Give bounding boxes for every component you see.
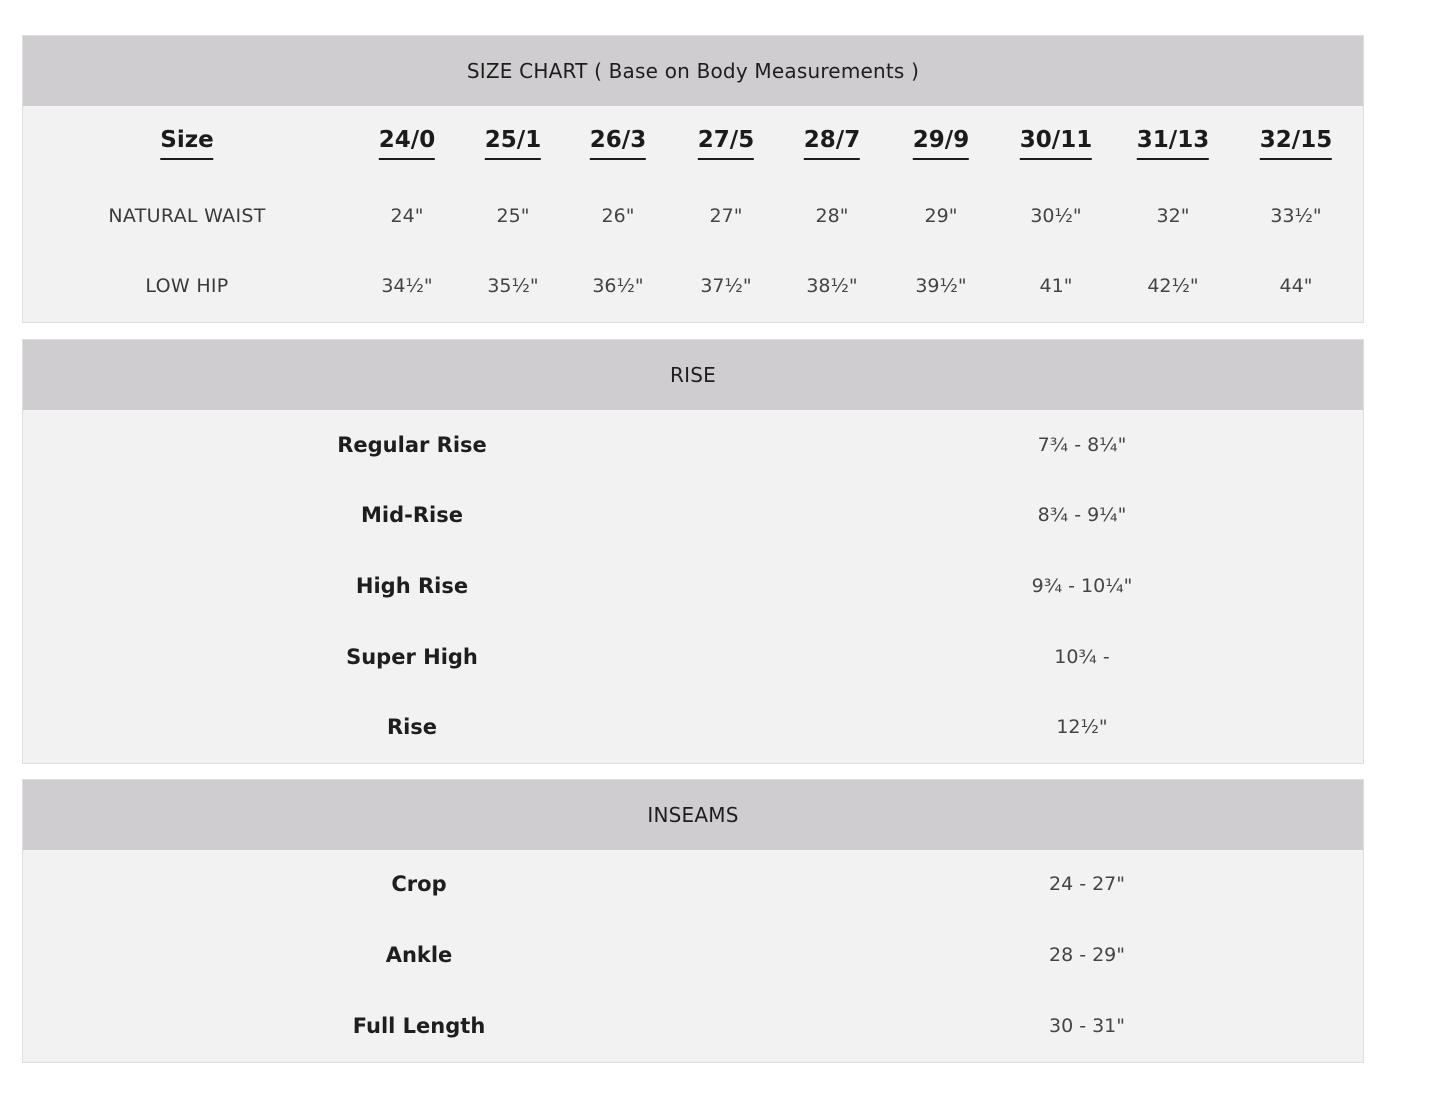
measurement-value: 42½" — [1147, 275, 1199, 297]
measurement-value: 28" — [815, 205, 849, 227]
row-label: NATURAL WAIST — [108, 205, 266, 227]
measurement-value: 35½" — [487, 275, 539, 297]
size-column-header: 25/1 — [485, 126, 541, 160]
rise-name: Super High — [346, 645, 478, 669]
inseam-value: 24 - 27" — [1048, 873, 1126, 895]
rise-value: 10¾ - — [1054, 646, 1110, 668]
measurement-value: 32" — [1156, 205, 1190, 227]
table-row — [23, 869, 1363, 899]
measurement-value: 39½" — [915, 275, 967, 297]
rise-name: Mid-Rise — [361, 503, 463, 527]
measurement-value: 26" — [601, 205, 635, 227]
inseam-name: Full Length — [352, 1014, 486, 1038]
size-column-header: 24/0 — [379, 126, 435, 160]
rise-value: 12½" — [1056, 716, 1108, 738]
table-row — [23, 500, 1363, 530]
table-row — [23, 712, 1363, 742]
size-column-header: 26/3 — [590, 126, 646, 160]
measurement-value: 38½" — [806, 275, 858, 297]
rise-value: 9¾ - 10¼" — [1031, 575, 1133, 597]
table-row — [23, 1011, 1363, 1041]
measurement-value: 44" — [1279, 275, 1313, 297]
size-column-header: 30/11 — [1020, 126, 1092, 160]
size-column-header: 28/7 — [804, 126, 860, 160]
inseam-value: 28 - 29" — [1048, 944, 1126, 966]
table-row — [23, 271, 1363, 301]
measurement-value: 27" — [709, 205, 743, 227]
size-column-header: 29/9 — [913, 126, 969, 160]
table-row — [23, 571, 1363, 601]
rise-value: 8¾ - 9¼" — [1037, 504, 1127, 526]
size-column-header: 31/13 — [1137, 126, 1209, 160]
rise-name: Rise — [386, 715, 438, 739]
inseams-table — [22, 779, 1364, 1063]
size-chart-table — [22, 35, 1364, 323]
measurement-value: 29" — [924, 205, 958, 227]
size-chart-title: SIZE CHART ( Base on Body Measurements ) — [23, 36, 1363, 106]
measurement-value: 30½" — [1030, 205, 1082, 227]
size-column-header: 32/15 — [1260, 126, 1332, 160]
table-row — [23, 430, 1363, 460]
inseam-name: Ankle — [385, 943, 453, 967]
size-header-row — [23, 126, 1363, 156]
rise-value: 7¾ - 8¼" — [1037, 434, 1127, 456]
rise-table — [22, 339, 1364, 764]
rise-name: Regular Rise — [337, 433, 487, 457]
inseam-value: 30 - 31" — [1048, 1015, 1126, 1037]
rise-name: High Rise — [355, 574, 469, 598]
measurement-value: 41" — [1039, 275, 1073, 297]
table-row — [23, 642, 1363, 672]
measurement-value: 34½" — [381, 275, 433, 297]
inseams-title: INSEAMS — [23, 780, 1363, 850]
rise-title: RISE — [23, 340, 1363, 410]
measurement-value: 25" — [496, 205, 530, 227]
measurement-value: 24" — [390, 205, 424, 227]
inseam-name: Crop — [391, 872, 447, 896]
row-label: LOW HIP — [145, 275, 229, 297]
measurement-value: 37½" — [700, 275, 752, 297]
table-row — [23, 201, 1363, 231]
measurement-value: 36½" — [592, 275, 644, 297]
table-row — [23, 940, 1363, 970]
size-column-header: Size — [160, 126, 213, 160]
size-column-header: 27/5 — [698, 126, 754, 160]
measurement-value: 33½" — [1270, 205, 1322, 227]
